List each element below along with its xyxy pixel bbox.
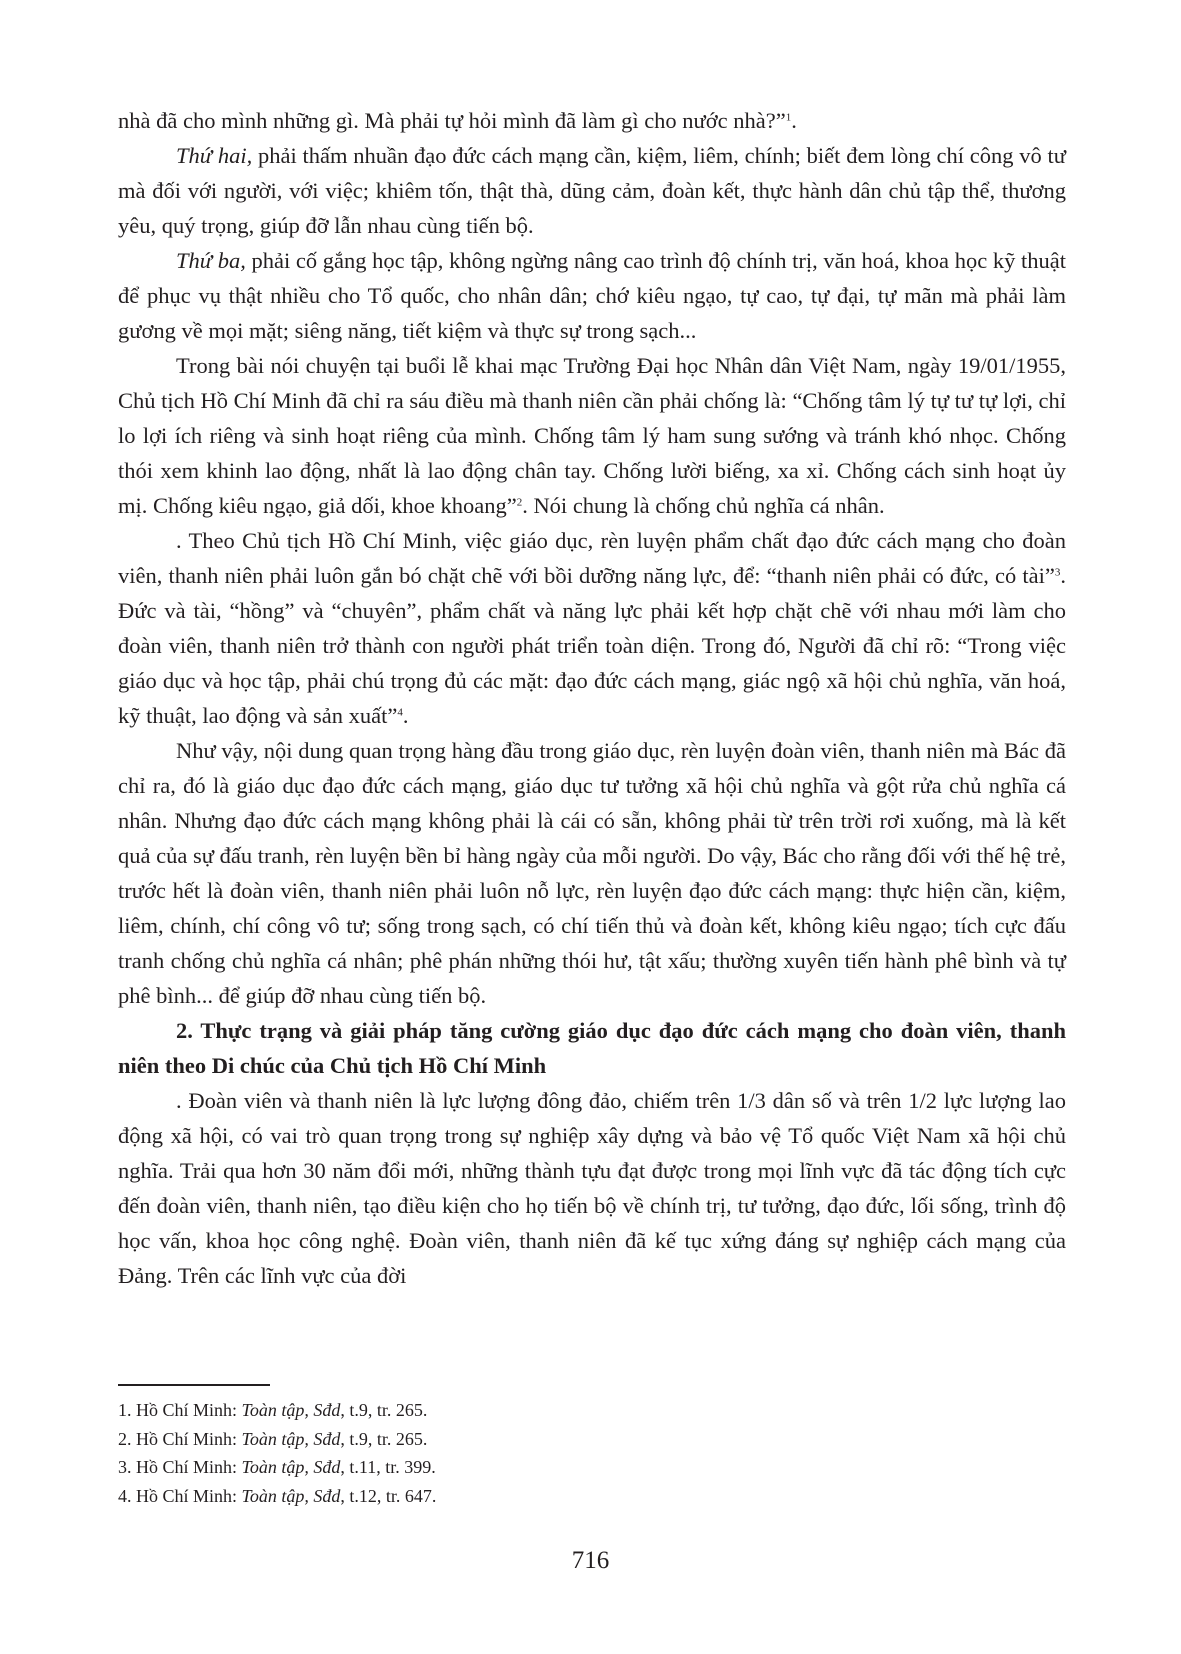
paragraph: Thứ hai, phải thấm nhuần đạo đức cách mạng cần, kiệm, liêm, chính; biết đem lòng chí công vô tư mà đối với người, với việc; khiêm tốn, thật thà, dũng cảm, đoàn kết, thực hành dân chủ tập thể, thương yêu, quý trọng, giúp đỡ lẫn nhau cùng tiến bộ.: [118, 143, 1067, 238]
page-number: 716: [571, 1547, 610, 1574]
footnote: 4. Hồ Chí Minh: Toàn tập, Sđd, t.12, tr. 647.: [118, 1485, 437, 1506]
paragraph: Trong bài nói chuyện tại buổi lễ khai mạc Trường Đại học Nhân dân Việt Nam, ngày 19/01/1955, Chủ tịch Hồ Chí Minh đã chỉ ra sáu điều mà thanh niên cần phải chống là: “Chống tâm lý tự tư tự lợi, chỉ lo lợi ích riêng và sinh hoạt riêng của mình. Chống tâm lý ham sung sướng và tránh khó nhọc. Chống thói xem khinh lao động, nhất là lao động chân tay. Chống lười biếng, xa xỉ. Chống cách sinh hoạt ủy mị. Chống kiêu ngạo, giả dối, khoe khoang”$^2$. Nói chung là chống chủ nghĩa cá nhân.: [118, 353, 1066, 518]
footnote: 2. Hồ Chí Minh: Toàn tập, Sđd, t.9, tr. 265.: [118, 1428, 428, 1449]
paragraph: Thứ ba, phải cố gắng học tập, không ngừng nâng cao trình độ chính trị, văn hoá, khoa học kỹ thuật để phục vụ thật nhiều cho Tổ quốc, cho nhân dân; chớ kiêu ngạo, tự cao, tự đại, tự mãn mà phải làm gương về mọi mặt; siêng năng, tiết kiệm và thực sự trong sạch...: [118, 248, 1066, 343]
paragraph-continuation: nhà đã cho mình những gì. Mà phải tự hỏi mình đã làm gì cho nước nhà?”$^1$.: [118, 108, 797, 133]
footnote-ref: 3: [1054, 566, 1061, 579]
section-heading: 2. Thực trạng và giải pháp tăng cường giáo dục đạo đức cách mạng cho đoàn viên, thanh niên theo Di chúc của Chủ tịch Hồ Chí Minh: [118, 1018, 1066, 1078]
footnote-ref: 4: [397, 706, 403, 719]
footnote-ref: 2: [516, 496, 523, 509]
footnote: 1. Hồ Chí Minh: Toàn tập, Sđd, t.9, tr. 265.: [118, 1400, 428, 1420]
paragraph-lead: Thứ ba,: [176, 248, 246, 273]
body-text: [118, 103, 1066, 1293]
paragraph: . Đoàn viên và thanh niên là lực lượng đông đảo, chiếm trên 1/3 dân số và trên 1/2 lực lượng lao động xã hội, có vai trò quan trọng trong sự nghiệp xây dựng và bảo vệ Tổ quốc Việt Nam xã hội chủ nghĩa. Trải qua hơn 30 năm đổi mới, những thành tựu đạt được trong mọi lĩnh vực đã tác động tích cực đến đoàn viên, thanh niên, tạo điều kiện cho họ tiến bộ về chính trị, tư tưởng, đạo đức, lối sống, trình độ học vấn, khoa học công nghệ. Đoàn viên, thanh niên đã kế tục xứng đáng sự nghiệp cách mạng của Đảng. Trên các lĩnh vực của đời: [118, 1088, 1066, 1288]
paragraph: . Theo Chủ tịch Hồ Chí Minh, việc giáo dục, rèn luyện phẩm chất đạo đức cách mạng cho đoàn viên, thanh niên phải luôn gắn bó chặt chẽ với bồi dưỡng năng lực, để: “thanh niên phải có đức, có tài”$^3$. Đức và tài, “hồng” và “chuyên”, phẩm chất và năng lực phải kết hợp chặt chẽ với nhau mới làm cho đoàn viên, thanh niên trở thành con người phát triển toàn diện. Trong đó, Người đã chỉ rõ: “Trong việc giáo dục và học tập, phải chú trọng đủ các mặt: đạo đức cách mạng, giác ngộ xã hội chủ nghĩa, văn hoá, kỹ thuật, lao động và sản xuất”$^4$.: [118, 528, 1066, 728]
footnote: 3. Hồ Chí Minh: Toàn tập, Sđd, t.11, tr. 399.: [118, 1457, 436, 1477]
footnote-ref: 1: [785, 111, 792, 124]
paragraph-lead: Thứ hai,: [176, 143, 253, 168]
footnote-divider: [118, 1384, 270, 1386]
footnotes: [118, 1396, 1066, 1510]
paragraph: Như vậy, nội dung quan trọng hàng đầu trong giáo dục, rèn luyện đoàn viên, thanh niên mà Bác đã chỉ ra, đó là giáo dục đạo đức cách mạng, giáo dục tư tưởng xã hội chủ nghĩa và gột rửa chủ nghĩa cá nhân. Nhưng đạo đức cách mạng không phải là cái có sẵn, không phải từ trên trời rơi xuống, mà là kết quả của sự đấu tranh, rèn luyện bền bỉ hàng ngày của mỗi người. Do vậy, Bác cho rằng đối với thế hệ trẻ, trước hết là đoàn viên, thanh niên phải luôn nỗ lực, rèn luyện đạo đức cách mạng: thực hiện cần, kiệm, liêm, chính, chí công vô tư; sống trong sạch, có chí tiến thủ và đoàn kết, không kiêu ngạo; tích cực đấu tranh chống chủ nghĩa cá nhân; phê phán những thói hư, tật xấu; thường xuyên tiến hành phê bình và tự phê bình... để giúp đỡ nhau cùng tiến bộ.: [118, 738, 1066, 1008]
